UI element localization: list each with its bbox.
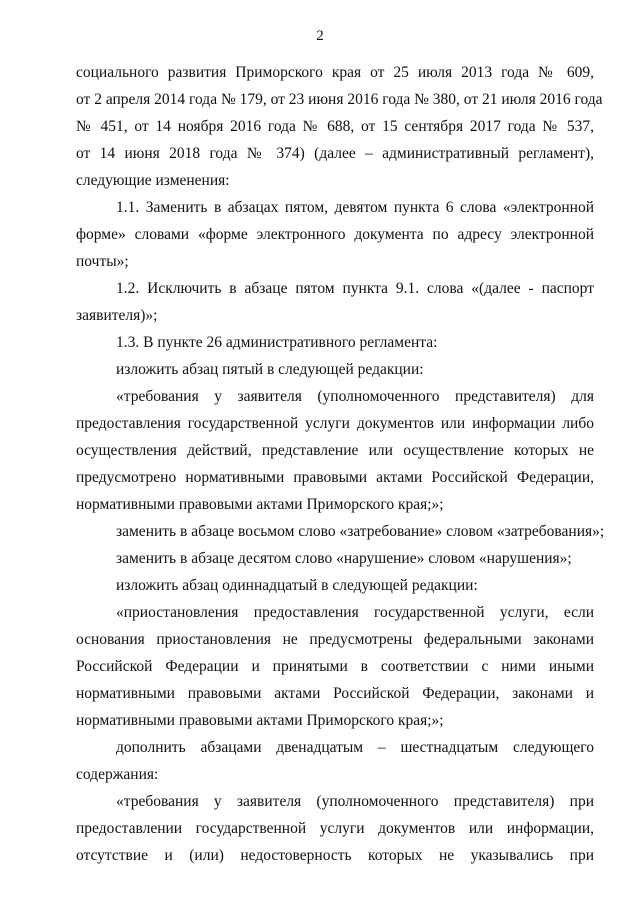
- text-line: Российской Федерации и принятыми в соответствии с ними иными: [76, 658, 594, 675]
- text-line: заявителя)»;: [76, 307, 158, 324]
- text-line: предусмотрено нормативными правовыми актами Российской Федерации,: [76, 469, 594, 486]
- text-line: изложить абзац пятый в следующей редакции:: [116, 361, 424, 378]
- text-line: 1.3. В пункте 26 административного регламента:: [116, 334, 438, 351]
- page-number: 2: [316, 28, 324, 44]
- text-line: от 14 июня 2018 года № 374) (далее – административный регламент),: [76, 145, 594, 162]
- text-line: социального развития Приморского края от 25 июля 2013 года № 609,: [76, 64, 594, 81]
- text-line: отсутствие и (или) недостоверность которых не указывались при: [76, 847, 594, 864]
- text-line: форме» словами «форме электронного документа по адресу электронной: [76, 226, 594, 243]
- text-line: изложить абзац одиннадцатый в следующей редакции:: [116, 577, 478, 594]
- text-line: «требования у заявителя (уполномоченного представителя) для: [116, 388, 594, 405]
- text-line: предоставлении государственной услуги документов или информации,: [76, 820, 594, 837]
- text-line: нормативными правовыми актами Приморского края;»;: [76, 712, 444, 729]
- text-line: основания приостановления не предусмотрены федеральными законами: [76, 631, 594, 648]
- text-line: нормативными правовыми актами Российской Федерации, законами и: [76, 685, 594, 702]
- text-line: № 451, от 14 ноября 2016 года № 688, от 15 сентября 2017 года № 537,: [76, 118, 594, 135]
- text-line: осуществления действий, представление или осуществление которых не: [76, 442, 594, 459]
- text-line: от 2 апреля 2014 года № 179, от 23 июня 2016 года № 380, от 21 июля 2016 года: [76, 91, 603, 108]
- text-line: дополнить абзацами двенадцатым – шестнадцатым следующего: [116, 739, 594, 756]
- text-line: «требования у заявителя (уполномоченного представителя) при: [116, 793, 594, 810]
- text-line: содержания:: [76, 766, 159, 783]
- text-line: нормативными правовыми актами Приморского края;»;: [76, 496, 444, 513]
- text-line: следующие изменения:: [76, 172, 230, 189]
- text-line: заменить в абзаце восьмом слово «затребование» словом «затребования»;: [116, 523, 605, 540]
- text-line: предоставления государственной услуги документов или информации либо: [76, 415, 594, 432]
- text-line: заменить в абзаце десятом слово «нарушение» словом «нарушения»;: [116, 550, 572, 567]
- text-line: «приостановления предоставления государственной услуги, если: [116, 604, 594, 621]
- text-line: 1.1. Заменить в абзацах пятом, девятом пункта 6 слова «электронной: [116, 199, 594, 216]
- text-line: 1.2. Исключить в абзаце пятом пункта 9.1. слова «(далее - паспорт: [116, 280, 594, 297]
- text-line: почты»;: [76, 253, 129, 270]
